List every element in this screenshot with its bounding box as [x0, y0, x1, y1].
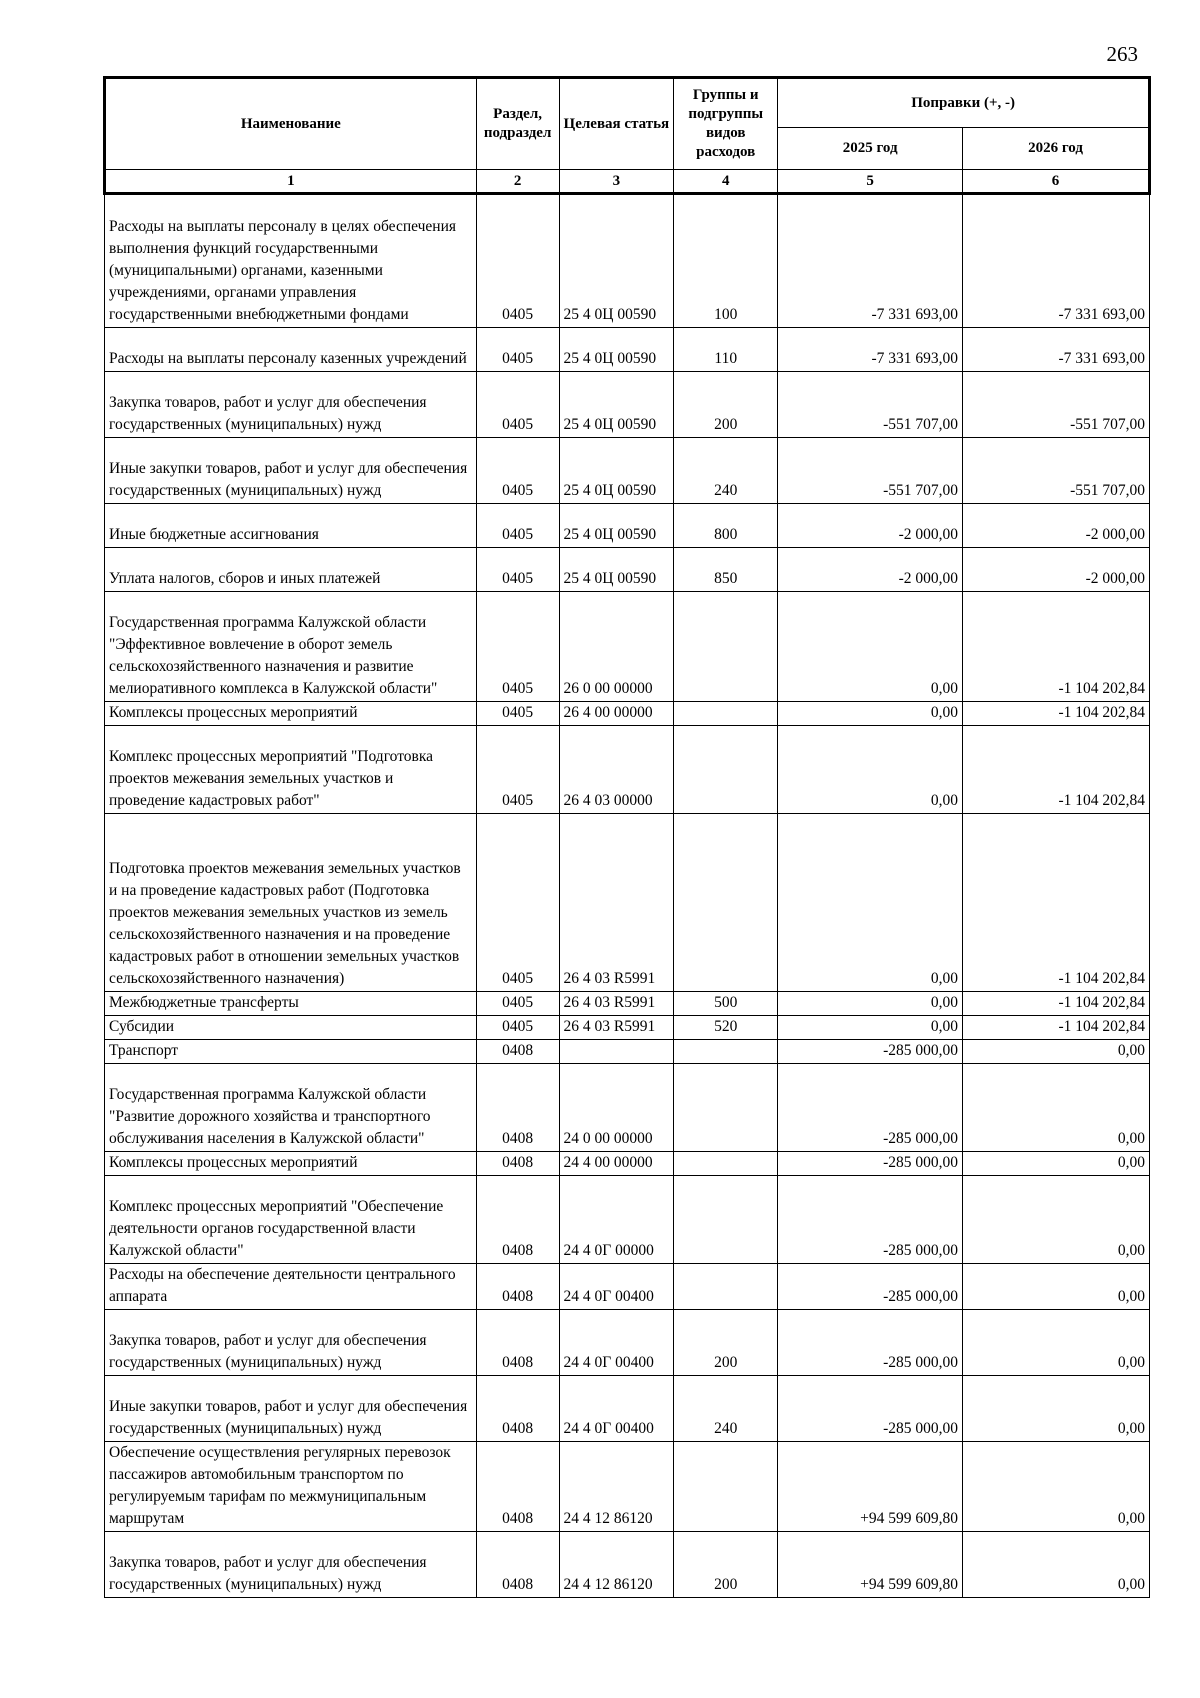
row-article: 26 4 03 R5991: [559, 992, 674, 1016]
col-number: 1: [105, 170, 477, 194]
table-row: [105, 548, 1150, 592]
table-row: [105, 1016, 1150, 1040]
row-article: 24 4 0Г 00400: [559, 1264, 674, 1310]
row-amount-2025: +94 599 609,80: [778, 1532, 963, 1598]
row-section: 0408: [476, 1442, 559, 1532]
row-article: 25 4 0Ц 00590: [559, 328, 674, 372]
row-article: 24 4 12 86120: [559, 1442, 674, 1532]
row-group: 200: [674, 1532, 778, 1598]
header-amendments: Поправки (+, -): [778, 78, 1150, 128]
row-section: 0408: [476, 1152, 559, 1176]
row-name: Транспорт: [105, 1040, 477, 1064]
row-group: 240: [674, 1376, 778, 1442]
table-row: [105, 504, 1150, 548]
row-name: Обеспечение осуществления регулярных перевозок пассажиров автомобильным транспортом по регулируемым тарифам по межмуниципальным маршрутам: [105, 1442, 477, 1532]
row-amount-2025: -2 000,00: [778, 504, 963, 548]
table-row: [105, 1310, 1150, 1376]
table-row: [105, 438, 1150, 504]
row-group: [674, 1442, 778, 1532]
row-amount-2025: -285 000,00: [778, 1064, 963, 1152]
row-amount-2025: -7 331 693,00: [778, 194, 963, 328]
row-article: [559, 1040, 674, 1064]
column-numbers-row: [105, 170, 1150, 194]
row-amount-2026: -7 331 693,00: [963, 328, 1150, 372]
row-section: 0408: [476, 1064, 559, 1152]
row-amount-2026: 0,00: [963, 1040, 1150, 1064]
row-amount-2025: 0,00: [778, 992, 963, 1016]
row-amount-2025: 0,00: [778, 726, 963, 814]
table-header: [105, 78, 1150, 194]
col-number: 6: [963, 170, 1150, 194]
row-amount-2026: -7 331 693,00: [963, 194, 1150, 328]
col-number: 3: [559, 170, 674, 194]
row-amount-2026: 0,00: [963, 1532, 1150, 1598]
row-article: 26 0 00 00000: [559, 592, 674, 702]
row-amount-2026: 0,00: [963, 1064, 1150, 1152]
row-name: Государственная программа Калужской области "Развитие дорожного хозяйства и транспортного обслуживания населения в Калужской области": [105, 1064, 477, 1152]
table-row: [105, 1532, 1150, 1598]
row-section: 0408: [476, 1532, 559, 1598]
table-row: [105, 194, 1150, 328]
row-article: 24 0 00 00000: [559, 1064, 674, 1152]
row-article: 25 4 0Ц 00590: [559, 438, 674, 504]
row-amount-2026: 0,00: [963, 1442, 1150, 1532]
row-name: Подготовка проектов межевания земельных участков и на проведение кадастровых работ (Подготовка проектов межевания земельных участков из земель сельскохозяйственного назначения и на проведение кадастровых работ в отношении земельных участков сельскохозяйственного назначения): [105, 814, 477, 992]
row-section: 0405: [476, 328, 559, 372]
table-body: [105, 194, 1150, 1598]
row-amount-2025: -551 707,00: [778, 438, 963, 504]
table-row: [105, 726, 1150, 814]
row-group: [674, 1040, 778, 1064]
row-section: 0405: [476, 438, 559, 504]
row-amount-2026: -1 104 202,84: [963, 592, 1150, 702]
row-section: 0405: [476, 726, 559, 814]
row-amount-2025: 0,00: [778, 702, 963, 726]
row-amount-2025: -285 000,00: [778, 1376, 963, 1442]
row-section: 0405: [476, 814, 559, 992]
header-section: Раздел, подраздел: [476, 78, 559, 170]
row-article: 24 4 0Г 00000: [559, 1176, 674, 1264]
row-article: 24 4 12 86120: [559, 1532, 674, 1598]
row-name: Закупка товаров, работ и услуг для обеспечения государственных (муниципальных) нужд: [105, 372, 477, 438]
row-name: Расходы на выплаты персоналу казенных учреждений: [105, 328, 477, 372]
row-amount-2026: 0,00: [963, 1176, 1150, 1264]
row-group: 100: [674, 194, 778, 328]
row-amount-2025: -285 000,00: [778, 1152, 963, 1176]
row-amount-2025: -2 000,00: [778, 548, 963, 592]
row-article: 25 4 0Ц 00590: [559, 548, 674, 592]
row-section: 0405: [476, 1016, 559, 1040]
row-name: Субсидии: [105, 1016, 477, 1040]
header-year-2026: 2026 год: [963, 128, 1150, 170]
table-row: [105, 992, 1150, 1016]
row-amount-2026: -1 104 202,84: [963, 702, 1150, 726]
row-article: 26 4 03 R5991: [559, 1016, 674, 1040]
row-name: Комплексы процессных мероприятий: [105, 1152, 477, 1176]
row-amount-2026: -1 104 202,84: [963, 992, 1150, 1016]
page-number: 263: [1106, 42, 1138, 66]
row-name: Комплексы процессных мероприятий: [105, 702, 477, 726]
row-name: Комплекс процессных мероприятий "Обеспечение деятельности органов государственной власти Калужской области": [105, 1176, 477, 1264]
table-row: [105, 702, 1150, 726]
row-group: [674, 1064, 778, 1152]
row-name: Закупка товаров, работ и услуг для обеспечения государственных (муниципальных) нужд: [105, 1310, 477, 1376]
row-article: 26 4 00 00000: [559, 702, 674, 726]
row-amount-2025: -551 707,00: [778, 372, 963, 438]
row-group: 200: [674, 372, 778, 438]
row-group: [674, 726, 778, 814]
row-section: 0405: [476, 372, 559, 438]
row-name: Расходы на выплаты персоналу в целях обеспечения выполнения функций государственными (муниципальными) органами, казенными учреждениями, органами управления государственными внебюджетными фондами: [105, 194, 477, 328]
col-number: 2: [476, 170, 559, 194]
row-section: 0408: [476, 1176, 559, 1264]
row-group: 240: [674, 438, 778, 504]
row-amount-2026: -1 104 202,84: [963, 814, 1150, 992]
row-group: [674, 1176, 778, 1264]
row-amount-2025: -285 000,00: [778, 1176, 963, 1264]
header-article: Целевая статья: [559, 78, 674, 170]
row-group: [674, 1264, 778, 1310]
row-article: 24 4 00 00000: [559, 1152, 674, 1176]
row-amount-2026: -1 104 202,84: [963, 1016, 1150, 1040]
table-row: [105, 328, 1150, 372]
row-name: Комплекс процессных мероприятий "Подготовка проектов межевания земельных участков и проведение кадастровых работ": [105, 726, 477, 814]
header-groups: Группы и подгруппы видов расходов: [674, 78, 778, 170]
table-row: [105, 1442, 1150, 1532]
row-article: 25 4 0Ц 00590: [559, 504, 674, 548]
row-amount-2026: 0,00: [963, 1152, 1150, 1176]
row-article: 24 4 0Г 00400: [559, 1310, 674, 1376]
row-section: 0405: [476, 548, 559, 592]
row-article: 25 4 0Ц 00590: [559, 194, 674, 328]
row-name: Иные закупки товаров, работ и услуг для обеспечения государственных (муниципальных) нужд: [105, 438, 477, 504]
row-section: 0405: [476, 504, 559, 548]
row-section: 0408: [476, 1264, 559, 1310]
col-number: 5: [778, 170, 963, 194]
row-amount-2025: -285 000,00: [778, 1310, 963, 1376]
row-section: 0405: [476, 194, 559, 328]
header-name: Наименование: [105, 78, 477, 170]
table-row: [105, 1376, 1150, 1442]
row-article: 26 4 03 R5991: [559, 814, 674, 992]
row-group: 800: [674, 504, 778, 548]
row-name: Расходы на обеспечение деятельности центрального аппарата: [105, 1264, 477, 1310]
row-name: Уплата налогов, сборов и иных платежей: [105, 548, 477, 592]
row-amount-2026: 0,00: [963, 1376, 1150, 1442]
row-group: [674, 702, 778, 726]
row-amount-2026: -2 000,00: [963, 548, 1150, 592]
row-amount-2026: -551 707,00: [963, 438, 1150, 504]
header-year-2025: 2025 год: [778, 128, 963, 170]
table-row: [105, 372, 1150, 438]
row-amount-2026: 0,00: [963, 1310, 1150, 1376]
row-section: 0405: [476, 702, 559, 726]
row-amount-2026: -551 707,00: [963, 372, 1150, 438]
row-group: [674, 1152, 778, 1176]
budget-amendments-table: [103, 76, 1151, 1598]
row-name: Межбюджетные трансферты: [105, 992, 477, 1016]
row-article: 25 4 0Ц 00590: [559, 372, 674, 438]
row-group: 850: [674, 548, 778, 592]
row-amount-2025: 0,00: [778, 814, 963, 992]
row-amount-2026: 0,00: [963, 1264, 1150, 1310]
row-section: 0408: [476, 1376, 559, 1442]
row-name: Иные бюджетные ассигнования: [105, 504, 477, 548]
row-amount-2025: -7 331 693,00: [778, 328, 963, 372]
row-name: Государственная программа Калужской области "Эффективное вовлечение в оборот земель сельскохозяйственного назначения и развитие мелиоративного комплекса в Калужской области": [105, 592, 477, 702]
table-row: [105, 592, 1150, 702]
row-name: Закупка товаров, работ и услуг для обеспечения государственных (муниципальных) нужд: [105, 1532, 477, 1598]
row-group: 520: [674, 1016, 778, 1040]
table-row: [105, 1152, 1150, 1176]
table-row: [105, 1176, 1150, 1264]
row-amount-2026: -1 104 202,84: [963, 726, 1150, 814]
row-group: [674, 592, 778, 702]
row-group: 110: [674, 328, 778, 372]
row-section: 0405: [476, 992, 559, 1016]
table-row: [105, 814, 1150, 992]
row-amount-2025: -285 000,00: [778, 1040, 963, 1064]
col-number: 4: [674, 170, 778, 194]
row-group: 200: [674, 1310, 778, 1376]
row-group: [674, 814, 778, 992]
row-article: 24 4 0Г 00400: [559, 1376, 674, 1442]
row-amount-2026: -2 000,00: [963, 504, 1150, 548]
table-row: [105, 1064, 1150, 1152]
row-section: 0405: [476, 592, 559, 702]
row-section: 0408: [476, 1310, 559, 1376]
row-article: 26 4 03 00000: [559, 726, 674, 814]
row-amount-2025: 0,00: [778, 1016, 963, 1040]
row-amount-2025: +94 599 609,80: [778, 1442, 963, 1532]
row-amount-2025: -285 000,00: [778, 1264, 963, 1310]
row-amount-2025: 0,00: [778, 592, 963, 702]
row-group: 500: [674, 992, 778, 1016]
row-section: 0408: [476, 1040, 559, 1064]
table-row: [105, 1264, 1150, 1310]
row-name: Иные закупки товаров, работ и услуг для обеспечения государственных (муниципальных) нужд: [105, 1376, 477, 1442]
table-row: [105, 1040, 1150, 1064]
